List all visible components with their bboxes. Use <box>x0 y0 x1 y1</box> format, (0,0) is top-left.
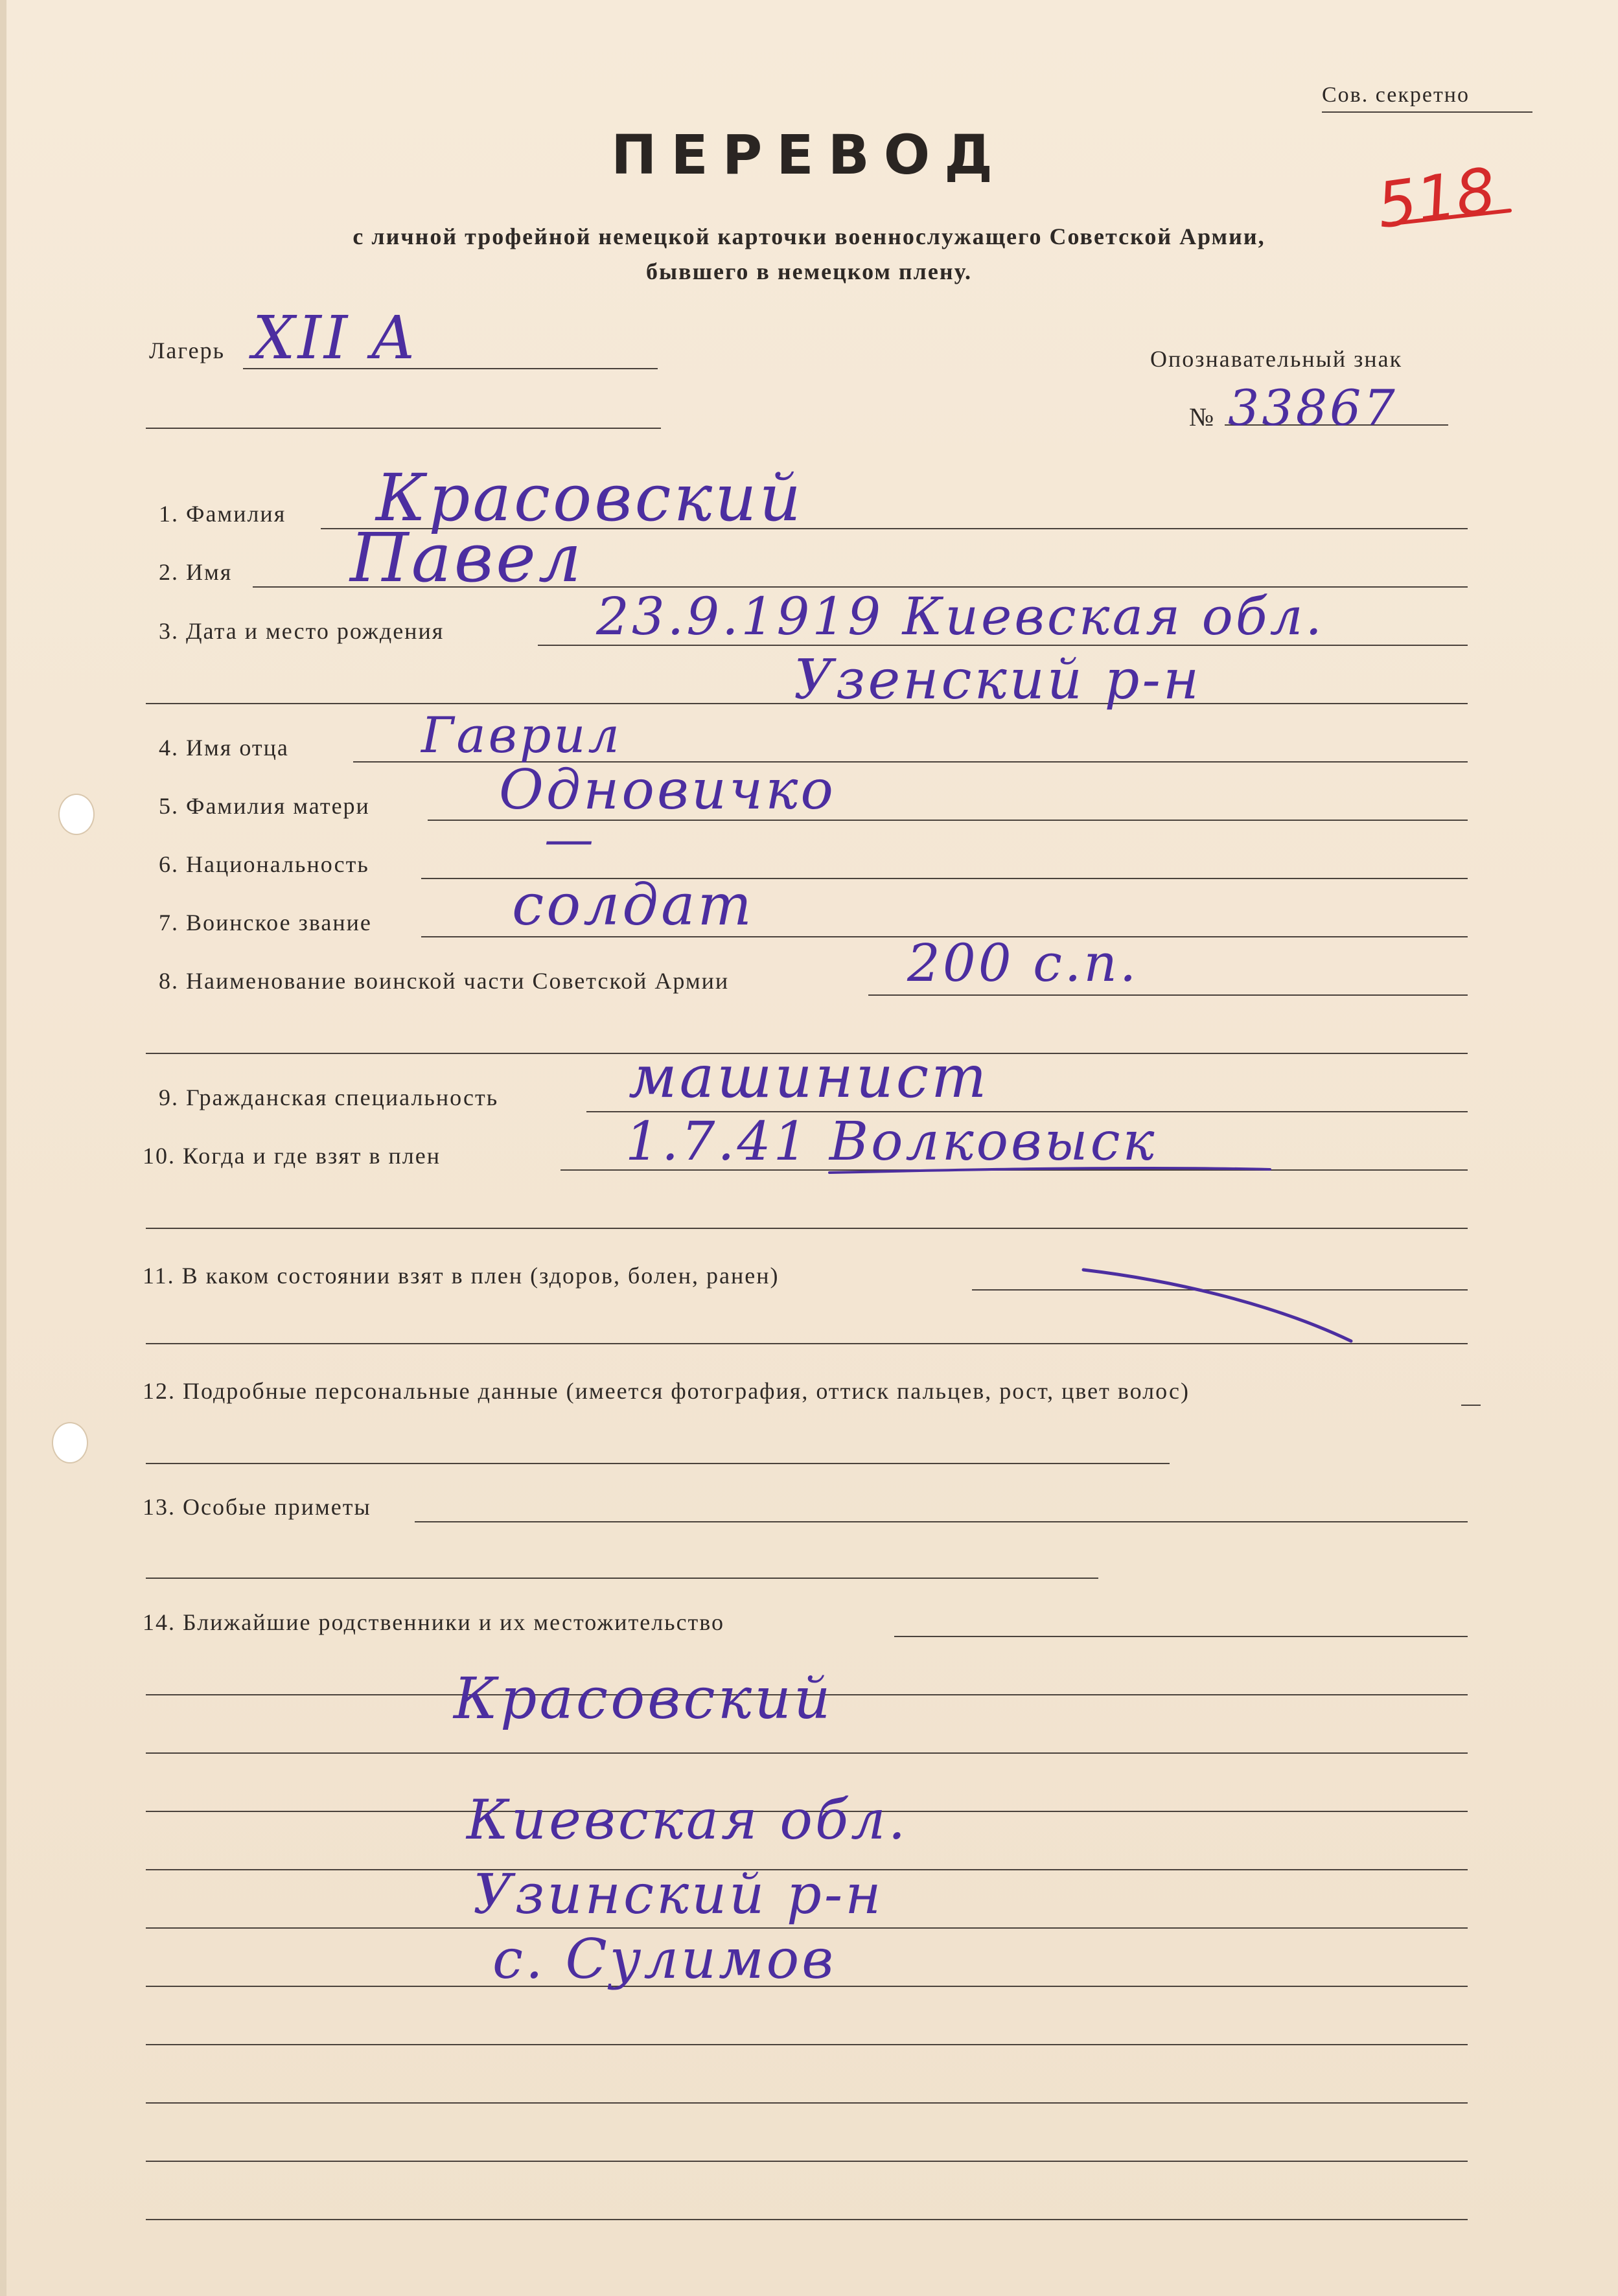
field-label-surname: 1. Фамилия <box>159 501 286 527</box>
field-label-captured: 10. Когда и где взят в плен <box>143 1143 441 1169</box>
field-label-father: 4. Имя отца <box>159 735 289 761</box>
field-value-profession: машинист <box>629 1043 989 1111</box>
field-value-birth: 23.9.1919 Киевская обл. <box>596 586 1324 647</box>
field-value-name: Павел <box>350 518 584 597</box>
field-value-birth-2: Узенский р-н <box>794 648 1202 711</box>
relatives-value-village: с. Сулимов <box>492 1927 837 1991</box>
id-tag-label: Опознавательный знак <box>1150 346 1403 372</box>
id-tag-number-sign: № <box>1189 402 1216 431</box>
camp-value: XII A <box>253 303 417 373</box>
red-strike-stroke <box>1393 211 1510 224</box>
classification-stamp: Сов. секретно <box>1322 83 1470 107</box>
subtitle-line-2: бывшего в немецком плену. <box>646 258 972 284</box>
field-value-father: Гаврил <box>421 706 622 764</box>
relatives-value-district: Узинский р-н <box>473 1863 884 1926</box>
field-label-rank: 7. Воинское звание <box>159 910 372 936</box>
camp-label: Лагерь <box>149 338 225 363</box>
captured-underline-stroke <box>829 1168 1270 1173</box>
id-tag-value: 33867 <box>1228 379 1398 437</box>
field-value-surname: Красовский <box>376 460 803 536</box>
field-label-personal-data: 12. Подробные персональные данные (имеется фотография, оттиск пальцев, рост, цвет волос) <box>143 1378 1190 1404</box>
field-label-profession: 9. Гражданская специальность <box>159 1085 499 1110</box>
field-value-rank: солдат <box>512 871 754 938</box>
field-label-name: 2. Имя <box>159 559 233 585</box>
field-label-relatives: 14. Ближайшие родственники и их местожительство <box>143 1609 725 1635</box>
red-handwritten-number: 518 <box>1372 154 1501 243</box>
field-label-marks: 13. Особые приметы <box>143 1494 371 1520</box>
field-label-unit: 8. Наименование воинской части Советской Армии <box>159 968 730 994</box>
field-label-nationality: 6. Национальность <box>159 851 369 877</box>
field-value-unit: 200 с.п. <box>907 933 1139 993</box>
field-value-nationality: — <box>544 810 596 867</box>
field-label-condition: 11. В каком состоянии взят в плен (здоров, болен, ранен) <box>143 1263 780 1289</box>
relatives-value-region: Киевская обл. <box>467 1788 908 1852</box>
relatives-value-surname: Красовский <box>454 1665 833 1732</box>
field-label-mother: 5. Фамилия матери <box>159 793 370 819</box>
field-value-captured: 1.7.41 Волковыск <box>625 1111 1157 1173</box>
document-title: ПЕРЕВОД <box>611 123 1007 187</box>
field-label-birth: 3. Дата и место рождения <box>159 618 445 644</box>
condition-dash-stroke <box>1083 1270 1351 1341</box>
subtitle-line-1: с личной трофейной немецкой карточки военнослужащего Советской Армии, <box>352 224 1266 249</box>
field-value-mother: Одновичко <box>499 758 836 821</box>
